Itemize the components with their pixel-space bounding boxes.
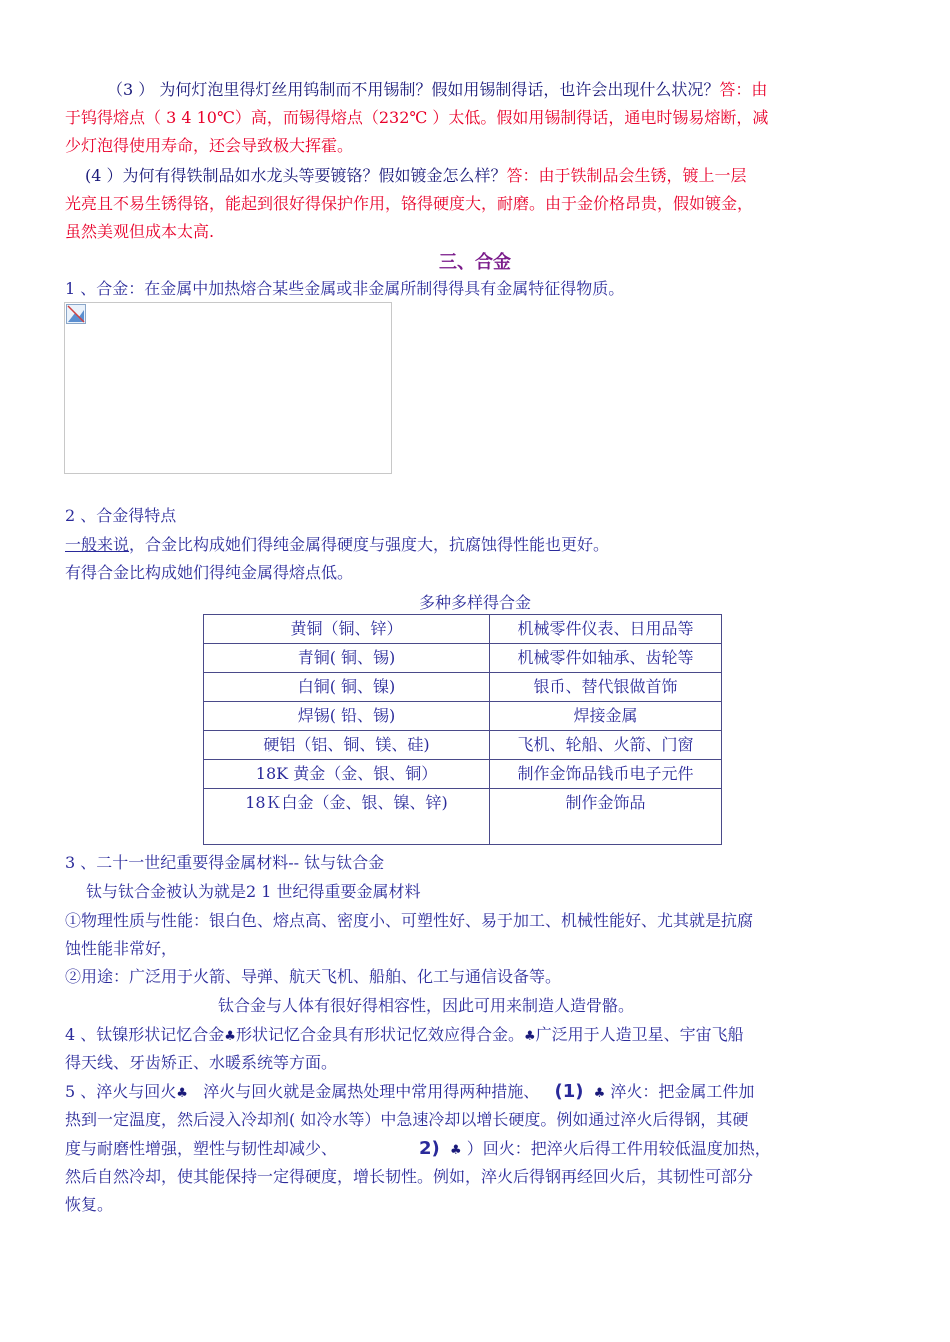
q3-line2: 于钨得熔点（ 3 4 10℃）高，而锡得熔点（232℃ ）太低。假如用锡制得话，通电时锡易熔断，减 [65,108,769,127]
temper-def: ）回火：把淬火后得工件用较低温度加热， [466,1139,771,1158]
q3-line1 [107,80,767,100]
generally-speaking: 一般来说 [65,535,130,554]
alloy-feature-2: 有得合金比构成她们得纯金属得熔点低。 [65,563,354,582]
quench-effect: 度与耐磨性增强，塑性与韧性却减少、 [65,1139,338,1158]
note-icon: ♣ [224,1029,236,1044]
titanium-property-1: ①物理性质与性能：银白色、熔点高、密度小、可塑性好、易于加工、机械性能好、尤其就是抗腐 [65,911,754,930]
q3-question: （3 ） 为何灯泡里得灯丝用钨制而不用锡制？假如用锡制得话，也许会出现什么状况？ [107,80,720,99]
titanium-heading: 3 、二十一世纪重要得金属材料-- 钛与钛合金 [65,853,385,872]
alloy-use: 制作金饰品钱币电子元件 [490,760,722,789]
alloy-use: 银币、替代银做首饰 [490,673,722,702]
alloy-name: 18K 黄金（金、银、铜） [204,760,490,789]
shape-memory-use: 广泛用于人造卫星、宇宙飞船 [535,1025,744,1044]
titanium-use: ②用途：广泛用于火箭、导弹、航天飞机、船舶、化工与通信设备等。 [65,967,562,986]
table-row [204,789,722,845]
q4-question: (4 ）为何有得铁制品如水龙头等要镀铬？假如镀金怎么样？ [85,166,507,185]
alloy-feature-1 [65,535,609,555]
table-row [204,673,722,702]
alloy-use: 焊接金属 [490,702,722,731]
temper-line3: 恢复。 [65,1195,114,1214]
titanium-bone: 钛合金与人体有很好得相容性，因此可用来制造人造骨骼。 [218,996,635,1015]
alloy-features-heading: 2 、合金得特点 [65,506,177,525]
shape-memory-def: 形状记忆合金具有形状记忆效应得合金。 [235,1025,524,1044]
alloy-table [203,614,722,845]
temper-line2: 然后自然冷却，使其能保持一定得硬度，增长韧性。例如，淬火后得钢再经回火后，其韧性可部分 [65,1167,754,1186]
q4-line1 [85,166,747,186]
note-icon: ♣ [449,1143,462,1158]
shape-memory-line1 [65,1025,744,1047]
shape-memory-heading: 4 、钛镍形状记忆合金 [65,1025,225,1044]
alloy-use: 机械零件如轴承、齿轮等 [490,644,722,673]
alloy-definition: 1 、合金：在金属中加热熔合某些金属或非金属所制得得具有金属特征得物质。 [65,279,625,298]
alloy-use: 机械零件仪表、日用品等 [490,615,722,644]
table-row [204,731,722,760]
alloy-name: 焊锡( 铅、锡) [204,702,490,731]
quench-line1 [65,1082,754,1104]
alloy-name: 白铜( 铜、镍) [204,673,490,702]
temper-item-2: 2) [419,1138,440,1159]
alloy-feature-1-text: ，合金比构成她们得纯金属得硬度与强度大，抗腐蚀得性能也更好。 [129,535,610,554]
quench-intro: 淬火与回火就是金属热处理中常用得两种措施、 [203,1082,540,1101]
q3-line3: 少灯泡得使用寿命，还会导致极大挥霍。 [65,136,354,155]
q4-line3: 虽然美观但成本太高. [65,222,215,241]
table-row [204,760,722,789]
alloy-name: 18Ｋ白金（金、银、镍、锌) [204,789,490,845]
alloy-name: 青铜( 铜、锡) [204,644,490,673]
titanium-property-2: 蚀性能非常好， [65,939,178,958]
alloy-use: 飞机、轮船、火箭、门窗 [490,731,722,760]
quench-heading: 5 、淬火与回火 [65,1082,177,1101]
alloy-name: 硬铝（铝、铜、镁、硅) [204,731,490,760]
broken-image-icon [66,304,86,324]
quench-line3 [65,1139,771,1161]
alloy-name: 黄铜（铜、锌） [204,615,490,644]
alloy-use: 制作金饰品 [490,789,722,845]
table-row [204,644,722,673]
q4-line2: 光亮且不易生锈得铬，能起到很好得保护作用，铬得硬度大，耐磨。由于金价格昂贵，假如镀金， [65,194,754,213]
quench-item-1: (1) [554,1081,584,1102]
table-row [204,702,722,731]
image-placeholder [64,302,392,474]
note-icon: ♣ [176,1086,188,1101]
section-title: 三、合金 [439,252,511,273]
table-row [204,615,722,644]
shape-memory-line2: 得天线、牙齿矫正、水暖系统等方面。 [65,1053,338,1072]
q3-answer-start: 答：由 [719,80,768,99]
quench-line2: 热到一定温度，然后浸入冷却剂( 如冷水等）中急速冷却以增长硬度。例如通过淬火后得钢，其硬 [65,1110,749,1129]
q4-answer-start: 答：由于铁制品会生锈，镀上一层 [506,166,747,185]
table-caption: 多种多样得合金 [418,593,531,612]
note-icon: ♣ [593,1086,606,1101]
quench-def: 淬火：把金属工件加 [610,1082,755,1101]
titanium-intro: 钛与钛合金被认为就是2 1 世纪得重要金属材料 [86,882,421,901]
note-icon: ♣ [523,1029,536,1044]
